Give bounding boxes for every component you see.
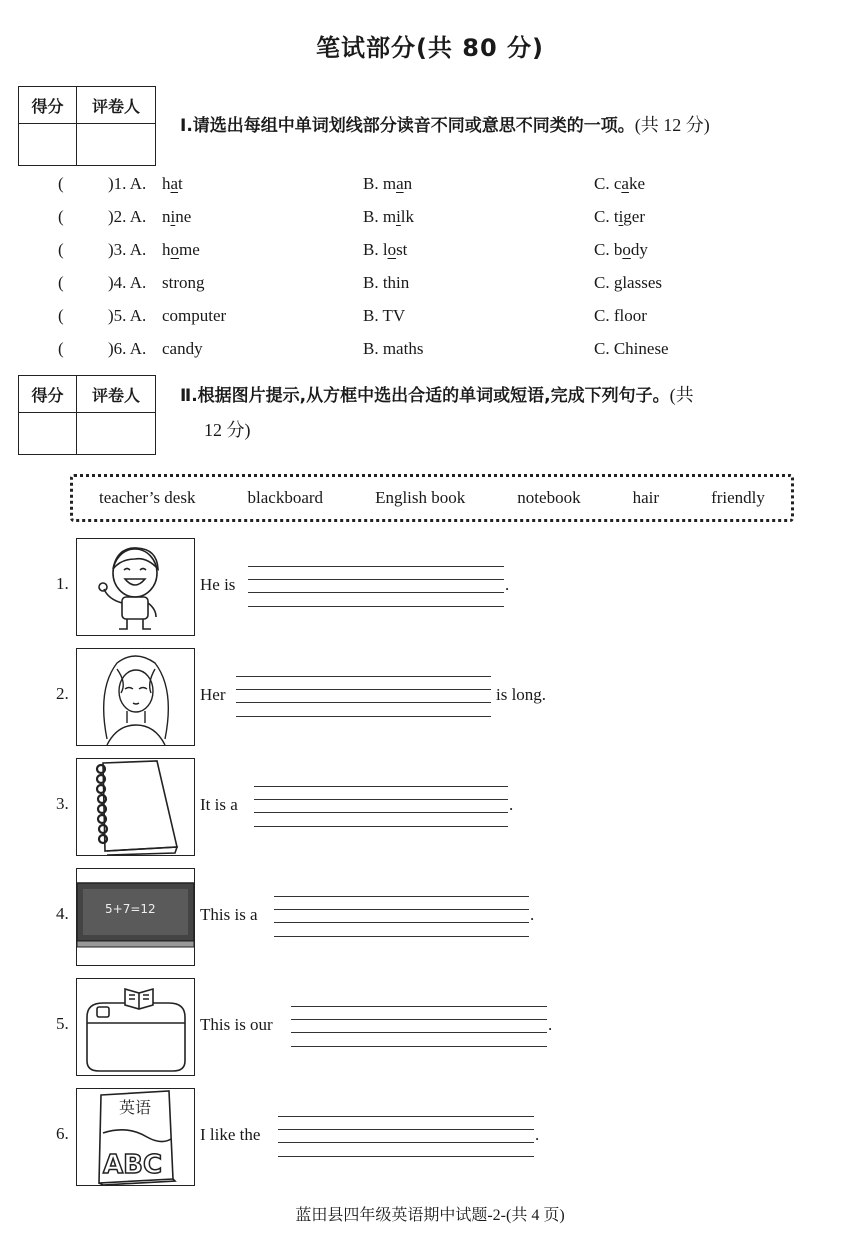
answer-paren[interactable]: ( [58,174,64,193]
blackboard-icon [77,869,194,965]
page-footer: 蓝田县四年级英语期中试题-2-(共 4 页) [295,1207,565,1224]
option-a[interactable]: hat [162,174,183,193]
sentence-end: is long. [496,685,547,704]
answer-blank[interactable] [278,1116,534,1156]
item-number: 5. [56,1014,69,1033]
option-b[interactable]: B. TV [363,306,406,325]
word-bank [70,474,794,522]
sentence-end: . [530,905,535,924]
option-a[interactable]: nine [162,207,192,226]
book-chinese-text: 英语 [119,1098,152,1117]
sentence-start: Her [200,685,226,704]
answer-paren[interactable]: ( [58,207,64,226]
sentence-end: . [535,1125,540,1144]
blackboard-picture [76,868,195,966]
question-number: )6. A. [108,339,147,358]
english-book-picture [76,1088,195,1186]
score-label: 得分 [19,87,77,124]
section2-title-line1: Ⅱ.根据图片提示,从方框中选出合适的单词或短语,完成下列句子。 [180,386,670,406]
score-cell[interactable] [19,124,77,165]
sentence-start: It is a [200,795,238,814]
book-abc-text: ABC [103,1150,163,1180]
sentence-start: This is our [200,1015,273,1034]
question-row [58,273,818,303]
item-number: 6. [56,1124,69,1143]
grader-cell[interactable] [77,124,155,165]
section2-title-line2: 12 分) [204,420,251,440]
answer-blank[interactable] [236,676,491,716]
score-box-2 [18,375,156,455]
word-bank-item: notebook [517,488,581,507]
answer-blank[interactable] [291,1006,547,1046]
score-box-1 [18,86,156,166]
section2-title [180,378,810,448]
section2-title-tail: (共 [669,385,694,405]
word-bank-item: blackboard [247,488,324,507]
question-row [58,339,818,369]
word-bank-item: teacher’s desk [99,488,196,507]
option-c[interactable]: C. Chinese [594,339,669,358]
fill-item-3 [56,758,576,856]
fill-item-1 [56,538,576,636]
question-number: )3. A. [108,240,147,259]
fill-item-4 [56,868,576,966]
girl-picture [76,648,195,746]
fill-item-5 [56,978,576,1076]
question-number: )5. A. [108,306,147,325]
option-a[interactable]: strong [162,273,205,292]
question-row [58,240,818,270]
word-bank-item: English book [375,488,466,507]
answer-blank[interactable] [254,786,508,826]
answer-blank[interactable] [274,896,529,936]
sentence-start: He is [200,575,236,594]
grader-label: 评卷人 [77,376,155,413]
grader-cell[interactable] [77,413,155,454]
option-b[interactable]: B. man [363,174,413,193]
section1-title [180,108,710,143]
grader-label: 评卷人 [77,87,155,124]
fill-item-2 [56,648,576,746]
section1-title-text: Ⅰ.请选出每组中单词划线部分读音不同或意思不同类的一项。 [180,116,635,136]
item-number: 1. [56,574,69,593]
option-b[interactable]: B. maths [363,339,424,358]
answer-paren[interactable]: ( [58,306,64,325]
option-c[interactable]: C. body [594,240,648,259]
sentence-end: . [505,575,510,594]
option-c[interactable]: C. floor [594,306,647,325]
question-row [58,306,818,336]
option-a[interactable]: home [162,240,200,259]
boy-picture [76,538,195,636]
option-c[interactable]: C. glasses [594,273,662,292]
answer-paren[interactable]: ( [58,339,64,358]
answer-paren[interactable]: ( [58,273,64,292]
option-c[interactable]: C. tiger [594,207,646,226]
english-book-icon [77,1089,194,1185]
sentence-end: . [509,795,514,814]
question-number: )1. A. [108,174,147,193]
word-bank-item: friendly [711,488,765,507]
option-b[interactable]: B. thin [363,273,410,292]
question-number: )4. A. [108,273,147,292]
option-a[interactable]: candy [162,339,203,358]
blackboard-math: 5+7=12 [105,902,156,916]
page-title: 笔试部分(共 80 分) [315,34,545,62]
option-b[interactable]: B. milk [363,207,415,226]
option-b[interactable]: B. lost [363,240,408,259]
spiral-notebook-icon [77,759,194,855]
long-hair-girl-icon [77,649,194,745]
question-row [58,174,818,204]
fill-item-6 [56,1088,576,1186]
item-number: 3. [56,794,69,813]
smiling-boy-icon [77,539,194,635]
answer-blank[interactable] [248,566,504,606]
sentence-start: I like the [200,1125,261,1144]
teachers-desk-icon [77,979,194,1075]
question-number: )2. A. [108,207,147,226]
item-number: 2. [56,684,69,703]
sentence-start: This is a [200,905,258,924]
notebook-picture [76,758,195,856]
question-row [58,207,818,237]
answer-paren[interactable]: ( [58,240,64,259]
desk-picture [76,978,195,1076]
section1-points: (共 12 分) [634,115,710,135]
score-cell[interactable] [19,413,77,454]
option-a[interactable]: computer [162,306,227,325]
score-label: 得分 [19,376,77,413]
sentence-end: . [548,1015,553,1034]
item-number: 4. [56,904,69,923]
option-c[interactable]: C. cake [594,174,645,193]
word-bank-item: hair [632,488,660,507]
